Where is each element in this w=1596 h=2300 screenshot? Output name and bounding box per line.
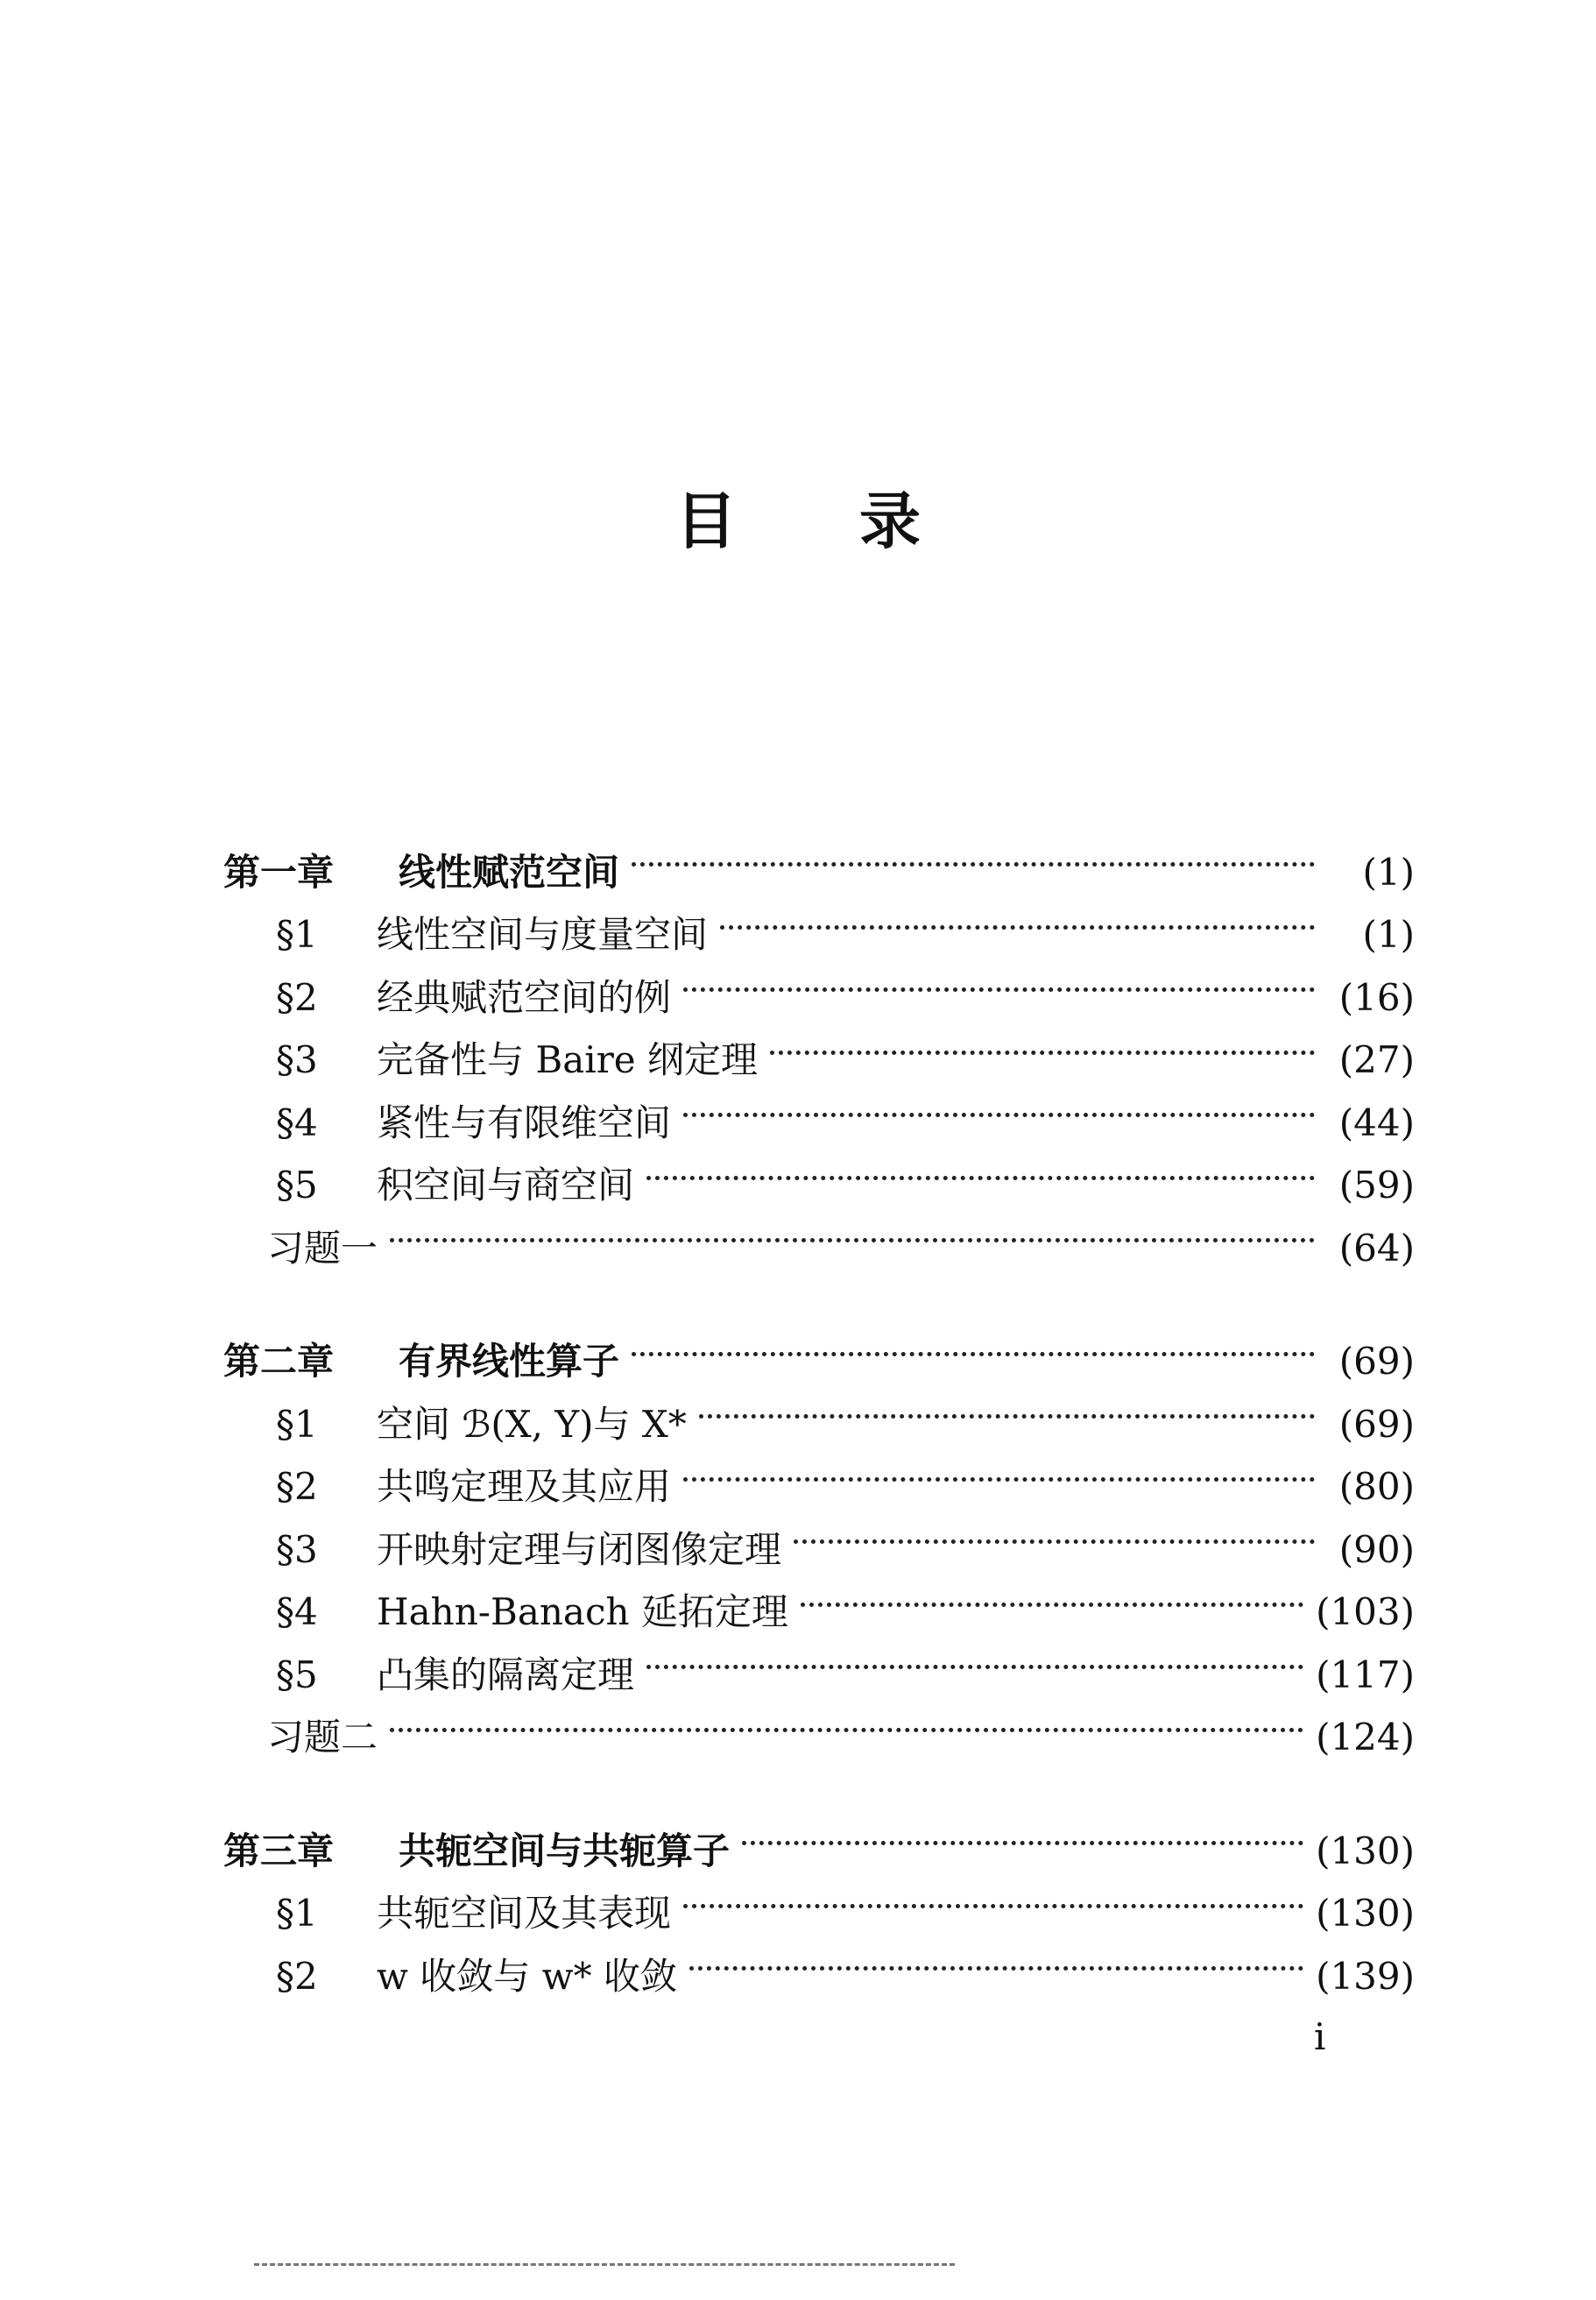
chapter-1 xyxy=(223,822,1415,1270)
leader-dots xyxy=(794,1499,1315,1562)
leader-dots xyxy=(699,1374,1315,1437)
page-number: (80) xyxy=(1338,1465,1415,1508)
chapter-title: 共轭空间与共轭算子 xyxy=(399,1829,731,1872)
leader-dots xyxy=(683,947,1315,1010)
exercises-title: 习题二 xyxy=(267,1716,378,1759)
page-number: (16) xyxy=(1338,975,1415,1019)
section-title: 共鸣定理及其应用 xyxy=(377,1465,672,1508)
section-title: 紧性与有限维空间 xyxy=(377,1100,672,1144)
chapter-number: 第二章 xyxy=(223,1340,335,1383)
title-char-2: 录 xyxy=(859,485,921,557)
chapter-heading[interactable] xyxy=(223,822,1415,894)
page-number: (139) xyxy=(1316,1954,1415,1998)
section-title: 开映射定理与闭图像定理 xyxy=(377,1527,782,1571)
section-title: 完备性与 Baire 纲定理 xyxy=(377,1038,758,1081)
section-title: 共轭空间及其表现 xyxy=(377,1892,672,1935)
section-number: §2 xyxy=(276,975,318,1019)
page-number: (59) xyxy=(1338,1164,1415,1207)
section-title: 经典赋范空间的例 xyxy=(377,975,672,1019)
leader-dots xyxy=(742,1801,1303,1864)
leader-dots xyxy=(683,1072,1315,1136)
table-of-contents xyxy=(223,822,1415,2040)
section-number: §1 xyxy=(276,1892,318,1935)
section-number: §2 xyxy=(276,1954,318,1998)
section-title: Hahn-Banach 延拓定理 xyxy=(377,1590,788,1633)
page-number: (69) xyxy=(1338,1340,1415,1383)
chapter-number: 第三章 xyxy=(223,1829,335,1872)
page-number: (103) xyxy=(1316,1590,1415,1633)
chapter-title: 有界线性算子 xyxy=(399,1340,620,1383)
scan-artifact-line xyxy=(254,2263,955,2266)
section-title: 线性空间与度量空间 xyxy=(377,913,709,956)
leader-dots xyxy=(390,1198,1315,1261)
toc-entry-exercises[interactable] xyxy=(223,1198,1415,1270)
leader-dots xyxy=(689,1926,1303,1989)
chapter-number: 第一章 xyxy=(223,850,335,894)
exercises-title: 习题一 xyxy=(267,1226,378,1270)
section-number: §3 xyxy=(276,1038,318,1081)
title-char-1: 目 xyxy=(675,485,737,557)
section-number: §4 xyxy=(276,1100,318,1144)
page-folio: i xyxy=(1314,2015,1326,2058)
leader-dots xyxy=(646,1136,1315,1199)
leader-dots xyxy=(632,822,1315,885)
page-number: (130) xyxy=(1316,1892,1415,1935)
leader-dots xyxy=(646,1624,1303,1688)
leader-dots xyxy=(632,1312,1315,1375)
page-number: (117) xyxy=(1316,1652,1415,1696)
section-number: §5 xyxy=(276,1652,318,1696)
section-title: 凸集的隔离定理 xyxy=(377,1652,635,1696)
page-number: (1) xyxy=(1362,913,1415,956)
chapter-3 xyxy=(223,1801,1415,1998)
page-number: (27) xyxy=(1338,1038,1415,1081)
toc-entry-exercises[interactable] xyxy=(223,1688,1415,1759)
leader-dots xyxy=(390,1688,1303,1751)
page-number: (1) xyxy=(1362,850,1415,894)
page-number: (69) xyxy=(1338,1402,1415,1446)
chapter-2 xyxy=(223,1312,1415,1759)
leader-dots xyxy=(770,1010,1315,1073)
section-number: §1 xyxy=(276,1402,318,1446)
chapter-heading[interactable] xyxy=(223,1312,1415,1383)
chapter-title: 线性赋范空间 xyxy=(399,850,620,894)
leader-dots xyxy=(801,1562,1303,1625)
section-title: 空间 ℬ(X, Y)与 X* xyxy=(377,1402,687,1446)
page-number: (64) xyxy=(1338,1226,1415,1270)
page-number: (90) xyxy=(1338,1527,1415,1571)
section-number: §2 xyxy=(276,1465,318,1508)
section-title: w 收敛与 w* 收敛 xyxy=(377,1954,677,1998)
section-title: 积空间与商空间 xyxy=(377,1164,635,1207)
leader-dots xyxy=(683,1864,1303,1927)
page-title xyxy=(0,485,1596,557)
page-number: (130) xyxy=(1316,1829,1415,1872)
section-number: §5 xyxy=(276,1164,318,1207)
page-number: (44) xyxy=(1338,1100,1415,1144)
page-number: (124) xyxy=(1316,1716,1415,1759)
chapter-heading[interactable] xyxy=(223,1801,1415,1872)
section-number: §1 xyxy=(276,913,318,956)
leader-dots xyxy=(683,1437,1315,1500)
leader-dots xyxy=(720,885,1315,948)
section-number: §3 xyxy=(276,1527,318,1571)
section-number: §4 xyxy=(276,1590,318,1633)
